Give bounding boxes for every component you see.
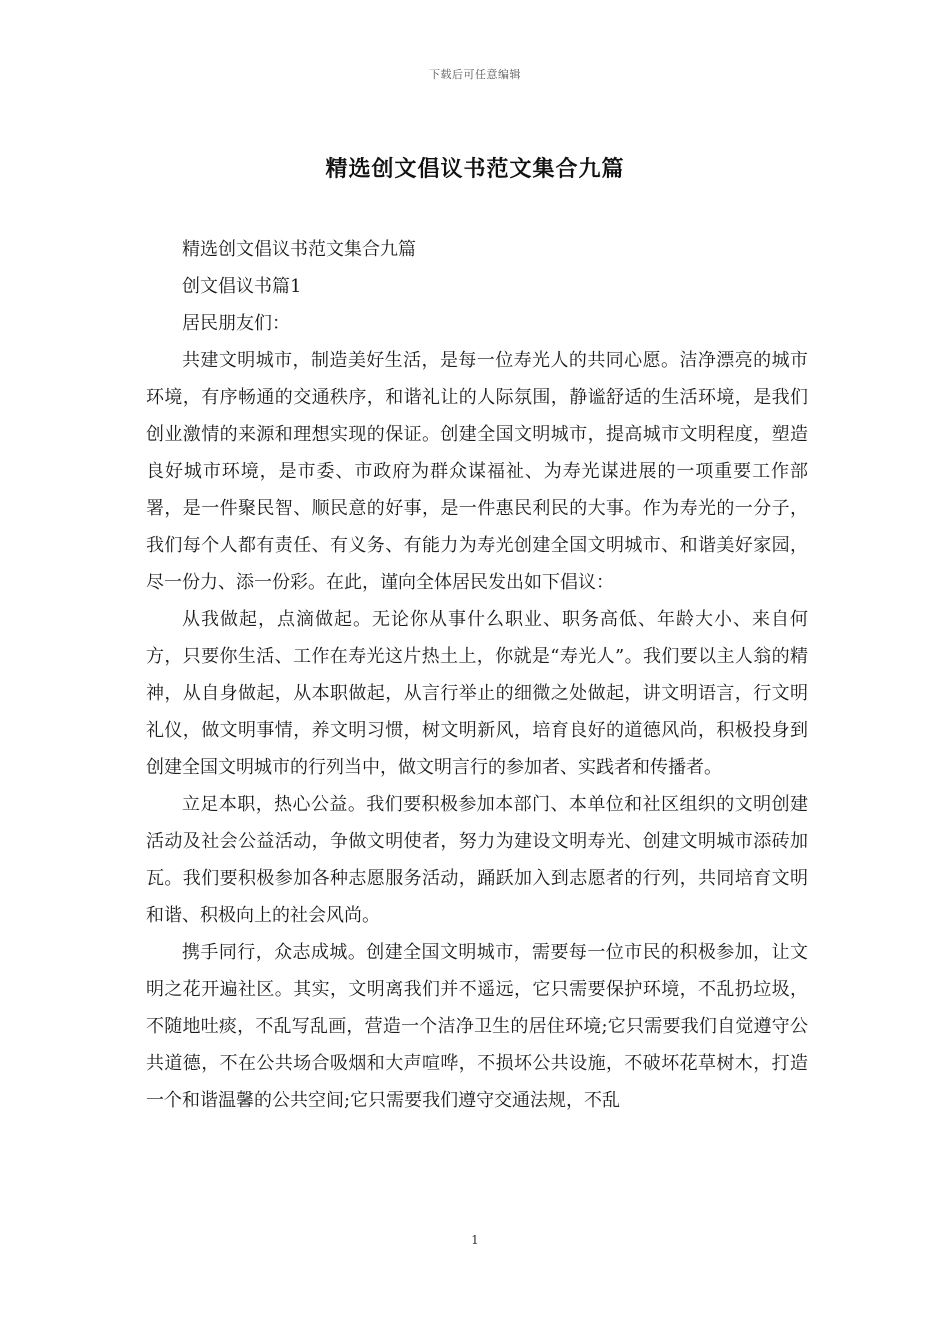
page-number: 1 bbox=[471, 1233, 479, 1247]
body-paragraph: 从我做起，点滴做起。无论你从事什么职业、职务高低、年龄大小、来自何方，只要你生活、工作在寿光这片热土上，你就是“寿光人”。我们要以主人翁的精神，从自身做起，从本职做起，从言行举止的细微之处做起，讲文明语言，行文明礼仪，做文明事情，养文明习惯，树文明新风，培育良好的道德风尚，积极投身到创建全国文明城市的行列当中，做文明言行的参加者、实践者和传播者。 bbox=[146, 609, 808, 778]
body-paragraph: 携手同行，众志成城。创建全国文明城市，需要每一位市民的积极参加，让文明之花开遍社区。其实，文明离我们并不遥远，它只需要保护环境，不乱扔垃圾，不随地吐痰，不乱写乱画，营造一个洁净卫生的居住环境;它只需要我们自觉遵守公共道德，不在公共场合吸烟和大声喧哗，不损坏公共设施，不破坏花草树木，打造一个和谐温馨的公共空间;它只需要我们遵守交通法规，不乱 bbox=[146, 942, 808, 1111]
body-paragraph: 精选创文倡议书范文集合九篇 bbox=[182, 239, 416, 260]
page-header-note: 下载后可任意编辑 bbox=[429, 68, 521, 81]
body-paragraph: 共建文明城市，制造美好生活，是每一位寿光人的共同心愿。洁净漂亮的城市环境，有序畅通的交通秩序，和谐礼让的人际氛围，静谧舒适的生活环境，是我们创业激情的来源和理想实现的保证。创建全国文明城市，提高城市文明程度，塑造良好城市环境，是市委、市政府为群众谋福祉、为寿光谋进展的一项重要工作部署，是一件聚民智、顺民意的好事，是一件惠民利民的大事。作为寿光的一分子，我们每个人都有责任、有义务、有能力为寿光创建全国文明城市、和谐美好家园，尽一份力、添一份彩。在此，谨向全体居民发出如下倡议： bbox=[146, 350, 808, 593]
document-body bbox=[146, 231, 808, 1119]
section-heading: 创文倡议书篇1 bbox=[182, 276, 302, 297]
body-paragraph: 立足本职，热心公益。我们要积极参加本部门、本单位和社区组织的文明创建活动及社会公益活动，争做文明使者，努力为建设文明寿光、创建文明城市添砖加瓦。我们要积极参加各种志愿服务活动，踊跃加入到志愿者的行列，共同培育文明和谐、积极向上的社会风尚。 bbox=[146, 794, 808, 926]
document-title: 精选创文倡议书范文集合九篇 bbox=[325, 156, 625, 182]
salutation: 居民朋友们： bbox=[182, 313, 290, 334]
